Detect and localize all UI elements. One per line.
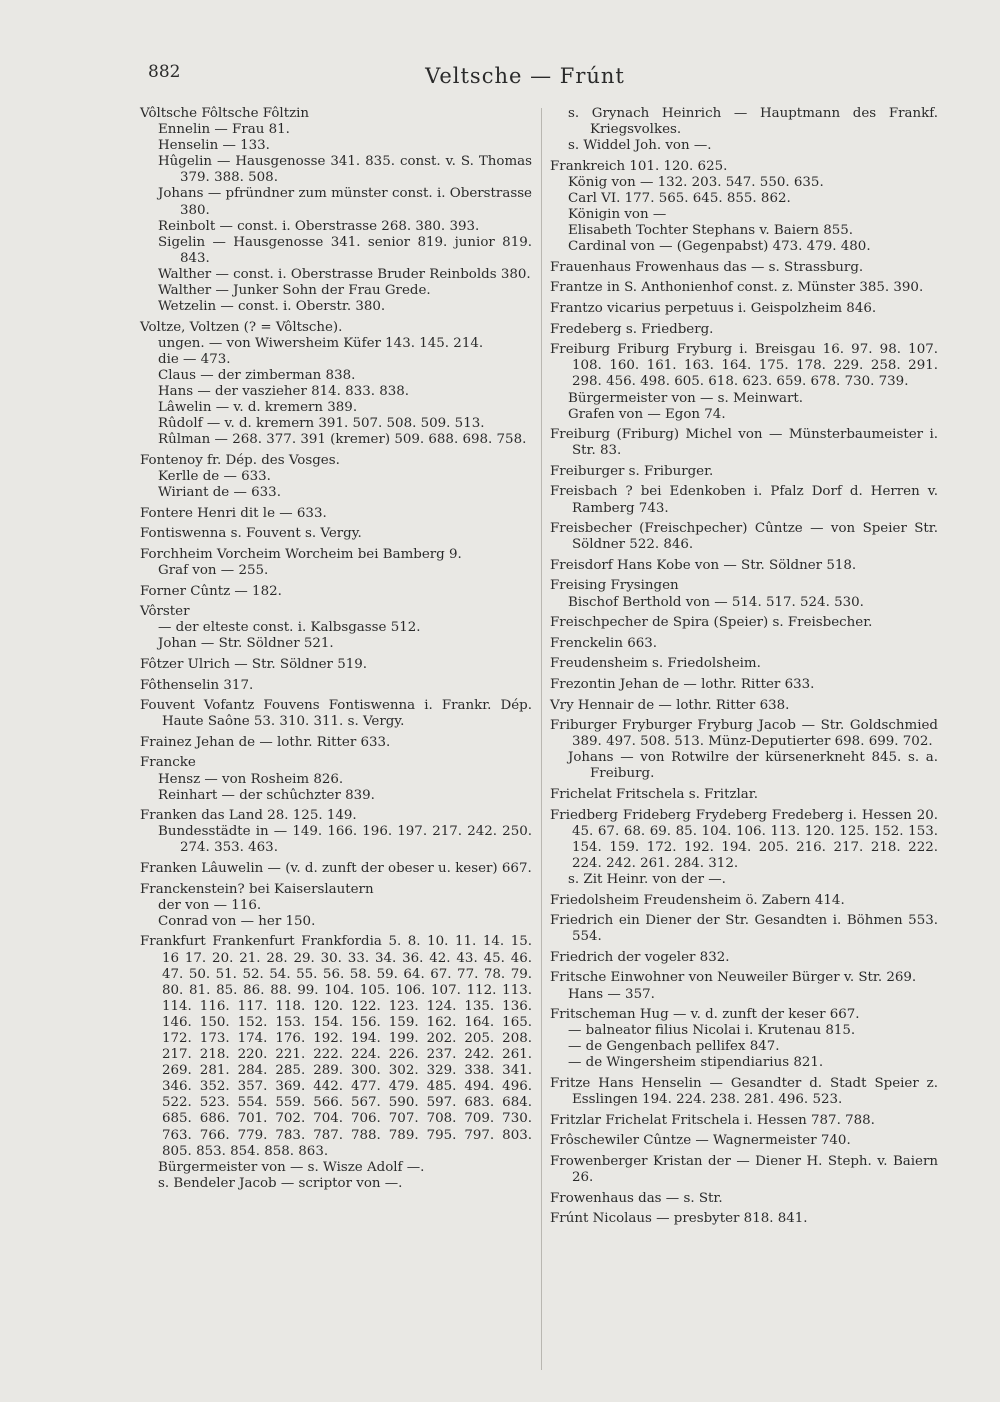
index-subentry: — de Wingersheim stipendiarius 821. — [568, 1055, 824, 1071]
index-subentry: König von — 132. 203. 547. 550. 635. — [568, 174, 824, 190]
index-subentry: Rûlman — 268. 377. 391 (kremer) 509. 688. 698. 758. — [158, 432, 527, 448]
index-subentry: Bürgermeister von — s. Meinwart. — [568, 390, 804, 406]
index-entry: Friedolsheim Freudensheim ö. Zabern 414. — [550, 892, 845, 908]
index-subentry: Wetzelin — const. i. Oberstr. 380. — [158, 299, 386, 315]
index-entry: Francke — [140, 755, 196, 771]
index-entry: Frenckelin 663. — [550, 635, 658, 651]
index-entry: Frowenberger Kristan der — Diener H. Steph. v. Baiern 26. — [550, 1153, 938, 1185]
index-subentry: s. Grynach Heinrich — Hauptmann des Frankf. Kriegsvolkes. — [568, 106, 938, 138]
index-entry: Frankfurt Frankenfurt Frankfordia 5. 8. 10. 11. 14. 15. 16 17. 20. 21. 28. 29. 30. 33. 34. 36. 42. 43. 45. 46. 47. 50. 51. 52. 54. 55. 56. 58. 59. 64. 67. 77. 78. 79. 80. 81. 85. 86. 88. 99. 104. 105. 106. 107. 112. 113. 114. 116. 117. 118. 120. 122. 123. 124. 135. 136. 146. 150. 152. 153. 154. 156. 159. 162. 164. 165. 172. 173. 174. 176. 192. 194. 199. 202. 205. 208. 217. 218. 220. 221. 222. 224. 226. 237. 242. 261. 269. 281. 284. 285. 289. 300. 302. 329. 338. 341. 346. 352. 357. 369. 442. 477. 479. 485. 494. 496. 522. 523. 554. 559. 566. 567. 590. 597. 683. 684. 685. 686. 701. 702. 704. 706. 707. 708. 709. 730. 763. 766. 779. 783. 787. 788. 789. 795. 797. 803. 805. 853. 854. 858. 863. — [140, 934, 532, 1159]
index-entry: Friedrich ein Diener der Str. Gesandten i. Böhmen 553. 554. — [550, 913, 938, 945]
index-subentry: Rûdolf — v. d. kremern 391. 507. 508. 509. 513. — [158, 416, 485, 432]
index-entry: Freischpecher de Spira (Speier) s. Freisbecher. — [550, 615, 873, 631]
index-entry: Frowenhaus das — s. Str. — [550, 1190, 723, 1206]
index-subentry: Henselin — 133. — [158, 138, 270, 154]
index-entry: Freiburger s. Friburger. — [550, 463, 714, 479]
index-subentry: s. Widdel Joh. von —. — [568, 138, 712, 154]
index-entry: Freiburg Friburg Fryburg i. Breisgau 16. 97. 98. 107. 108. 160. 161. 163. 164. 175. 178. 229. 258. 291. 298. 456. 498. 605. 618. 623. 659. 678. 730. 739. — [550, 342, 938, 390]
index-entry: Fontere Henri dit le — 633. — [140, 505, 327, 521]
index-subentry: Bundesstädte in — 149. 166. 196. 197. 217. 242. 250. 274. 353. 463. — [158, 824, 532, 856]
index-subentry: Hensz — von Rosheim 826. — [158, 771, 344, 787]
index-entry: Fôtzer Ulrich — Str. Söldner 519. — [140, 657, 368, 672]
right-index-column — [550, 106, 938, 1227]
index-entry: Fontenoy fr. Dép. des Vosges. — [140, 452, 340, 468]
index-subentry: Johans — von Rotwilre der kürsenerkneht 845. s. a. Freiburg. — [568, 750, 938, 782]
index-subentry: der von — 116. — [158, 897, 262, 913]
index-subentry: ungen. — von Wiwersheim Küfer 143. 145. 214. — [158, 335, 484, 351]
index-entry: Frezontin Jehan de — lothr. Ritter 633. — [550, 676, 815, 692]
index-subentry: Cardinal von — (Gegenpabst) 473. 479. 480. — [568, 239, 871, 255]
index-entry: Freiburg (Friburg) Michel von — Münsterbaumeister i. Str. 83. — [550, 427, 938, 459]
index-subentry: — de Gengenbach pellifex 847. — [568, 1039, 780, 1055]
index-subentry: Carl VI. 177. 565. 645. 855. 862. — [568, 190, 791, 206]
index-entry: Frantzo vicarius perpetuus i. Geispolzheim 846. — [550, 301, 877, 317]
index-entry: Freising Frysingen — [550, 578, 679, 594]
index-subentry: Bischof Berthold von — 514. 517. 524. 530. — [568, 594, 864, 610]
index-subentry: Königin von — — [568, 207, 667, 223]
index-subentry: Reinbolt — const. i. Oberstrasse 268. 380. 393. — [158, 218, 480, 234]
index-entry: Fredeberg s. Friedberg. — [550, 321, 714, 337]
index-entry: Forchheim Vorcheim Worcheim bei Bamberg 9. — [140, 546, 462, 562]
index-subentry: s. Bendeler Jacob — scriptor von —. — [158, 1175, 403, 1191]
index-entry: Fontiswenna s. Fouvent s. Vergy. — [140, 526, 362, 542]
index-subentry: die — 473. — [158, 351, 231, 367]
index-entry: Forner Cûntz — 182. — [140, 583, 282, 599]
index-entry: Freisdorf Hans Kobe von — Str. Söldner 518. — [550, 557, 857, 573]
index-subentry: Bürgermeister von — s. Wisze Adolf —. — [158, 1159, 425, 1175]
index-entry: Frainez Jehan de — lothr. Ritter 633. — [140, 734, 391, 750]
index-entry: Fouvent Vofantz Fouvens Fontiswenna i. Frankr. Dép. Haute Saône 53. 310. 311. s. Vergy. — [140, 698, 532, 730]
index-subentry: Reinhart — der schûchzter 839. — [158, 787, 375, 803]
index-subentry: Hûgelin — Hausgenosse 341. 835. const. v. S. Thomas 379. 388. 508. — [158, 154, 532, 186]
index-entry: Vôltsche Fôltsche Fôltzin — [140, 106, 310, 121]
index-subentry: Hans — der vaszieher 814. 833. 838. — [158, 384, 410, 400]
index-subentry: Lâwelin — v. d. kremern 389. — [158, 400, 358, 416]
index-subentry: Johans — pfründner zum münster const. i. Oberstrasse 380. — [158, 186, 532, 218]
index-entry: Franken Lâuwelin — (v. d. zunft der obeser u. keser) 667. — [140, 861, 532, 877]
index-entry: Frauenhaus Frowenhaus das — s. Strassburg. — [550, 259, 864, 275]
index-subentry: Johan — Str. Söldner 521. — [158, 636, 334, 652]
index-entry: Freudensheim s. Friedolsheim. — [550, 656, 761, 672]
index-entry: Fritscheman Hug — v. d. zunft der keser 667. — [550, 1007, 860, 1023]
column-divider — [541, 108, 542, 1370]
index-entry: Frichelat Fritschela s. Fritzlar. — [550, 786, 758, 802]
index-entry: Vôrster — [140, 604, 190, 620]
index-subentry: Claus — der zimberman 838. — [158, 368, 356, 383]
index-subentry: Hans — 357. — [568, 986, 655, 1002]
index-subentry: Graf von — 255. — [158, 563, 269, 579]
index-entry: Friburger Fryburger Fryburg Jacob — Str. Goldschmied 389. 497. 508. 513. Münz-Deputierter 698. 699. 702. — [550, 718, 938, 750]
index-entry: Frôschewiler Cûntze — Wagnermeister 740. — [550, 1133, 851, 1149]
index-entry: Fritze Hans Henselin — Gesandter d. Stadt Speier z. Esslingen 194. 224. 238. 281. 496. 523. — [550, 1075, 938, 1108]
index-subentry: Wiriant de — 633. — [158, 485, 281, 501]
index-entry: Vry Hennair de — lothr. Ritter 638. — [550, 697, 790, 713]
index-subentry: s. Zit Heinr. von der —. — [568, 871, 726, 887]
index-entry: Frankreich 101. 120. 625. — [550, 158, 728, 174]
index-entry: Frúnt Nicolaus — presbyter 818. 841. — [550, 1211, 808, 1227]
index-entry: Fôthenselin 317. — [140, 677, 254, 693]
index-entry: Friedrich der vogeler 832. — [550, 949, 730, 965]
index-subentry: Kerlle de — 633. — [158, 469, 271, 485]
running-head: Veltsche — Frúnt — [425, 64, 625, 88]
index-entry: Fritzlar Frichelat Fritschela i. Hessen 787. 788. — [550, 1112, 875, 1128]
index-subentry: Grafen von — Egon 74. — [568, 406, 726, 422]
index-subentry: — der elteste const. i. Kalbsgasse 512. — [158, 620, 421, 636]
index-entry: Freisbach ? bei Edenkoben i. Pfalz Dorf d. Herren v. Ramberg 743. — [550, 484, 938, 516]
index-subentry: Walther — const. i. Oberstrasse Bruder Reinbolds 380. — [158, 266, 531, 282]
index-subentry: Sigelin — Hausgenosse 341. senior 819. junior 819. 843. — [158, 234, 532, 266]
index-entry: Voltze, Voltzen (? = Vôltsche). — [140, 319, 343, 335]
index-subentry: Ennelin — Frau 81. — [158, 122, 290, 138]
index-subentry: — balneator filius Nicolai i. Krutenau 815. — [568, 1023, 856, 1039]
left-index-column — [140, 106, 532, 1192]
index-entry: Friedberg Frideberg Frydeberg Fredeberg i. Hessen 20. 45. 67. 68. 69. 85. 104. 106. 113. 120. 125. 152. 153. 154. 159. 172. 192. 194. 205. 216. 217. 218. 222. 224. 242. 261. 284. 312. — [550, 807, 938, 871]
index-entry: Fritsche Einwohner von Neuweiler Bürger v. Str. 269. — [550, 970, 917, 986]
index-subentry: Conrad von — her 150. — [158, 913, 316, 929]
index-entry: Freisbecher (Freischpecher) Cûntze — von Speier Str. Söldner 522. 846. — [550, 521, 938, 553]
index-entry: Franckenstein? bei Kaiserslautern — [140, 881, 374, 897]
index-entry: Frantze in S. Anthonienhof const. z. Münster 385. 390. — [550, 280, 924, 296]
index-entry: Franken das Land 28. 125. 149. — [140, 808, 357, 824]
index-subentry: Walther — Junker Sohn der Frau Grede. — [158, 283, 431, 299]
page-number: 882 — [148, 62, 181, 82]
index-subentry: Elisabeth Tochter Stephans v. Baiern 855. — [568, 223, 854, 239]
